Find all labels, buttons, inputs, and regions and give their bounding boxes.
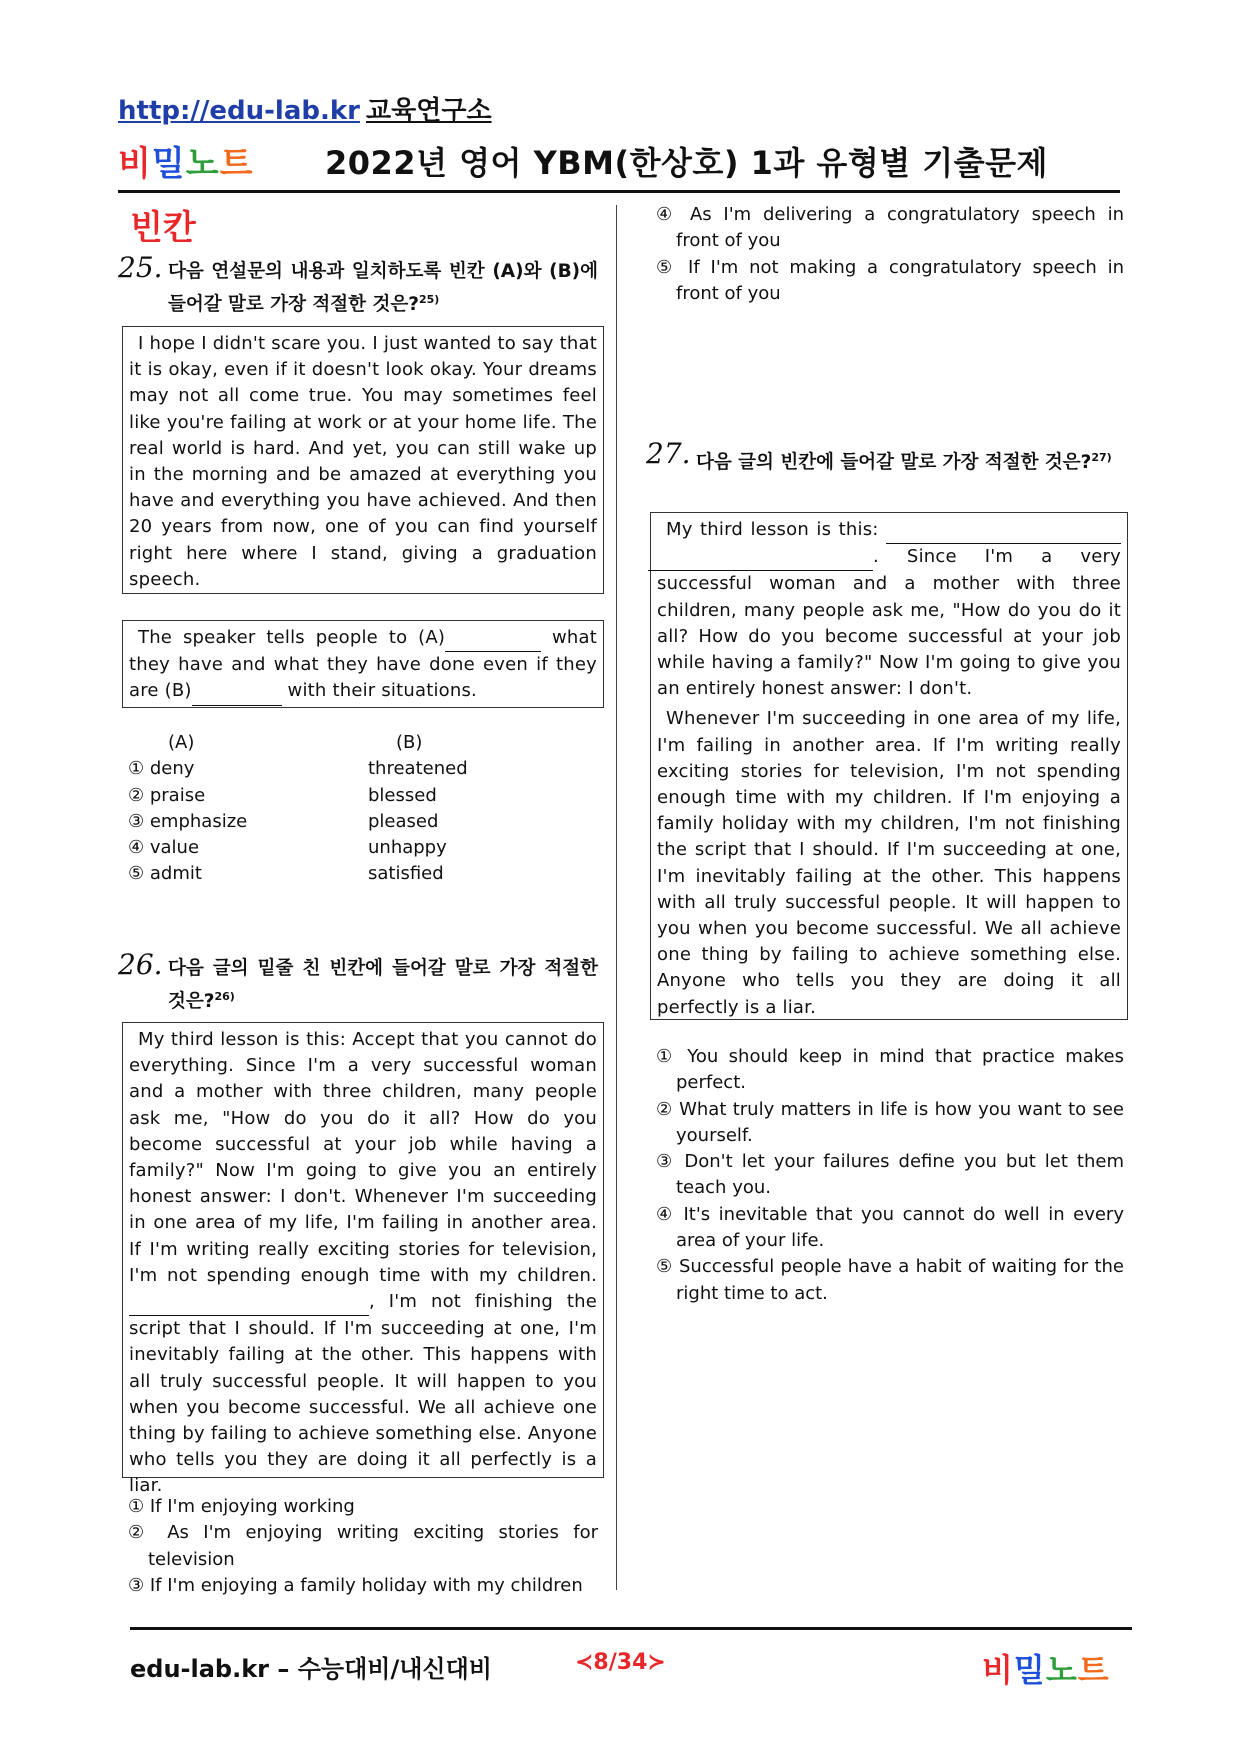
footer-rule xyxy=(130,1627,1132,1630)
option-item[interactable]: ③ Don't let your failures define you but let them teach you. xyxy=(656,1151,1124,1199)
option-item[interactable]: ① You should keep in mind that practice makes perfect. xyxy=(656,1046,1124,1094)
question-number: 26. xyxy=(118,948,163,981)
blank-underline-continued xyxy=(648,544,873,571)
option-row[interactable]: ① deny threatened xyxy=(128,758,468,780)
question-27-options xyxy=(656,1044,1124,1307)
question-26-passage: My third lesson is this: Accept that you cannot do everything. Since I'm a very successful woman and a mother with three children, many people ask me, "How do you do it all? How do you become successful at your job while having a family?" Now I'm going to give you an entirely honest answer: I don't. Whenever I'm succeeding in one area of my life, I'm failing in another area. If I'm writing really exciting stories for television, I'm not spending enough time with my children. , I'm not finishing the script that I should. If I'm succeeding at one, I'm inevitably failing at the other. This happens with all truly successful people. It will happen to you when you become successful. We all achieve one thing by failing to achieve something else. Anyone who tells you they are doing it all perfectly is a liar. xyxy=(122,1022,604,1478)
header-brand-logo: 비밀노트 xyxy=(118,144,254,184)
question-25-summary: The speaker tells people to (A) what they have and what they have done even if they are (B) with their situations. xyxy=(122,620,604,708)
question-26-options-continued xyxy=(656,202,1124,307)
col-b-header: (B) xyxy=(396,732,423,753)
question-26-prompt: 26. 다음 글의 밑줄 친 빈칸에 들어갈 말로 가장 적절한 것은?$^{26)}$ xyxy=(118,948,598,1013)
option-item[interactable]: ④ As I'm delivering a congratulatory speech in front of you xyxy=(656,204,1124,252)
option-item[interactable]: ③ If I'm enjoying a family holiday with my children xyxy=(128,1574,583,1596)
footer-site-label: edu-lab.kr – 수능대비/내신대비 xyxy=(130,1655,492,1683)
blank-b xyxy=(192,678,282,705)
page-number: ≺8/34≻ xyxy=(575,1650,666,1675)
footer-brand-logo: 비밀노트 xyxy=(982,1651,1110,1689)
question-number: 25. xyxy=(118,251,163,284)
option-row[interactable]: ③ emphasize pleased xyxy=(128,810,439,832)
question-25-options xyxy=(128,730,598,888)
org-name: 교육연구소 xyxy=(365,96,492,126)
blank-a xyxy=(445,625,541,652)
section-title: 빈칸 xyxy=(130,208,196,248)
header-rule xyxy=(118,190,1120,193)
page-title: 2022년 영어 YBM(한상호) 1과 유형별 기출문제 xyxy=(325,144,1048,182)
option-item[interactable]: ② As I'm enjoying writing exciting stories for television xyxy=(128,1522,598,1570)
question-27-passage: My third lesson is this: . Since I'm a very successful woman and a mother with three children, many people ask me, "How do you do it all? How do you become successful at your job while having a family?" Now I'm going to give you an entirely honest answer: I don't. Whenever I'm succeeding in one area of my life, I'm failing in another area. If I'm writing really exciting stories for television, I'm not spending enough time with my children. If I'm enjoying a family holiday with my children, I'm not finishing the script that I should. If I'm succeeding at one, I'm inevitably failing at the other. This happens with all truly successful people. It will happen to you when you become successful. We all achieve one thing by failing to achieve something else. Anyone who tells you they are doing it all perfectly is a liar. xyxy=(650,512,1128,1020)
option-row[interactable]: ④ value unhappy xyxy=(128,837,447,859)
column-divider xyxy=(616,205,617,1590)
option-item[interactable]: ④ It's inevitable that you cannot do well in every area of your life. xyxy=(656,1203,1124,1252)
question-number: 27. xyxy=(646,437,691,470)
option-row[interactable]: ⑤ admit satisfied xyxy=(128,863,444,885)
option-item[interactable]: ⑤ Successful people have a habit of waiting for the right time to act. xyxy=(656,1256,1124,1304)
option-item[interactable]: ⑤ If I'm not making a congratulatory speech in front of you xyxy=(656,256,1124,304)
question-25-passage: I hope I didn't scare you. I just wanted to say that it is okay, even if it doesn't look okay. Your dreams may not all come true. You may sometimes feel like you're failing at work or at your home life. The real world is hard. And yet, you can still wake up in the morning and be amazed at everything you have and everything you have achieved. And then 20 years from now, one of you can find yourself right here where I stand, giving a graduation speech. xyxy=(122,326,604,594)
question-27-prompt: 27. 다음 글의 빈칸에 들어갈 말로 가장 적절한 것은?$^{27)}$ xyxy=(646,437,1112,474)
site-link[interactable]: http://edu-lab.kr xyxy=(118,96,360,126)
question-26-options xyxy=(128,1494,598,1599)
blank-underline xyxy=(129,1289,369,1316)
option-item[interactable]: ② What truly matters in life is how you want to see yourself. xyxy=(656,1098,1124,1146)
question-25-prompt: 25. 다음 연설문의 내용과 일치하도록 빈칸 (A)와 (B)에 들어갈 말로 가장 적절한 것은?$^{25)}$ xyxy=(118,251,598,316)
option-item[interactable]: ① If I'm enjoying working xyxy=(128,1496,355,1517)
blank-underline xyxy=(886,517,1121,544)
option-row[interactable]: ② praise blessed xyxy=(128,784,437,806)
col-a-header: (A) xyxy=(168,732,195,753)
header-url-line xyxy=(118,90,492,127)
